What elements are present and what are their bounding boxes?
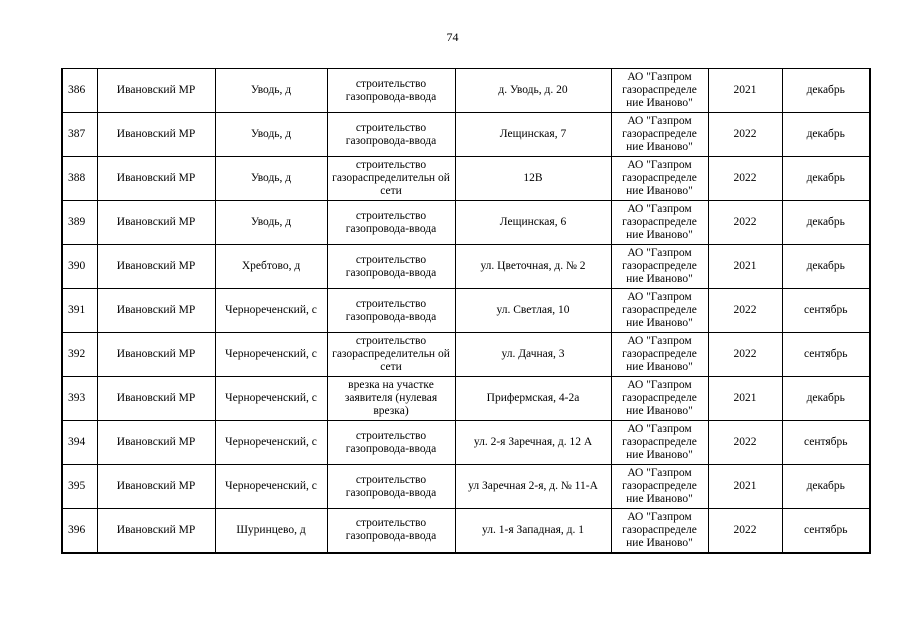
organization-cell: АО "Газпром газораспределе ние Иваново" [611, 289, 708, 333]
table-row [62, 69, 870, 113]
page-number: 74 [446, 30, 459, 44]
work-type-cell: строительство газопровода-ввода [327, 201, 455, 245]
address-cell: Лещинская, 7 [455, 113, 611, 157]
settlement-cell: Шуринцево, д [215, 509, 327, 553]
address-cell: ул. Светлая, 10 [455, 289, 611, 333]
address-cell: ул Заречная 2-я, д. № 11-А [455, 465, 611, 509]
district-cell: Ивановский МР [97, 509, 215, 553]
month-cell: декабрь [782, 465, 870, 509]
settlement-cell: Уводь, д [215, 157, 327, 201]
address-cell: ул. 1-я Западная, д. 1 [455, 509, 611, 553]
work-type-cell: строительство газопровода-ввода [327, 465, 455, 509]
row-number-cell: 392 [62, 333, 97, 377]
organization-cell: АО "Газпром газораспределе ние Иваново" [611, 333, 708, 377]
district-cell: Ивановский МР [97, 333, 215, 377]
organization-cell: АО "Газпром газораспределе ние Иваново" [611, 245, 708, 289]
settlement-cell: Уводь, д [215, 113, 327, 157]
gasification-table [61, 68, 871, 554]
district-cell: Ивановский МР [97, 421, 215, 465]
year-cell: 2021 [708, 377, 782, 421]
month-cell: декабрь [782, 69, 870, 113]
organization-cell: АО "Газпром газораспределе ние Иваново" [611, 465, 708, 509]
organization-cell: АО "Газпром газораспределе ние Иваново" [611, 201, 708, 245]
row-number-cell: 388 [62, 157, 97, 201]
settlement-cell: Чернореченский, с [215, 333, 327, 377]
settlement-cell: Чернореченский, с [215, 465, 327, 509]
table-row [62, 289, 870, 333]
year-cell: 2021 [708, 69, 782, 113]
address-cell: Лещинская, 6 [455, 201, 611, 245]
row-number-cell: 391 [62, 289, 97, 333]
year-cell: 2022 [708, 201, 782, 245]
district-cell: Ивановский МР [97, 377, 215, 421]
year-cell: 2022 [708, 421, 782, 465]
organization-cell: АО "Газпром газораспределе ние Иваново" [611, 509, 708, 553]
month-cell: декабрь [782, 113, 870, 157]
month-cell: сентябрь [782, 509, 870, 553]
organization-cell: АО "Газпром газораспределе ние Иваново" [611, 69, 708, 113]
row-number-cell: 395 [62, 465, 97, 509]
organization-cell: АО "Газпром газораспределе ние Иваново" [611, 421, 708, 465]
month-cell: декабрь [782, 245, 870, 289]
table-row [62, 201, 870, 245]
address-cell: Прифермская, 4-2а [455, 377, 611, 421]
address-cell: ул. Цветочная, д. № 2 [455, 245, 611, 289]
table-row [62, 377, 870, 421]
settlement-cell: Уводь, д [215, 69, 327, 113]
work-type-cell: строительство газопровода-ввода [327, 113, 455, 157]
settlement-cell: Хребтово, д [215, 245, 327, 289]
settlement-cell: Уводь, д [215, 201, 327, 245]
address-cell: ул. 2-я Заречная, д. 12 А [455, 421, 611, 465]
settlement-cell: Чернореченский, с [215, 289, 327, 333]
row-number-cell: 390 [62, 245, 97, 289]
address-cell: д. Уводь, д. 20 [455, 69, 611, 113]
table-row [62, 157, 870, 201]
work-type-cell: строительство газопровода-ввода [327, 289, 455, 333]
year-cell: 2022 [708, 157, 782, 201]
work-type-cell: строительство газопровода-ввода [327, 509, 455, 553]
month-cell: сентябрь [782, 333, 870, 377]
month-cell: сентябрь [782, 421, 870, 465]
month-cell: сентябрь [782, 289, 870, 333]
year-cell: 2022 [708, 289, 782, 333]
row-number-cell: 387 [62, 113, 97, 157]
work-type-cell: строительство газопровода-ввода [327, 69, 455, 113]
organization-cell: АО "Газпром газораспределе ние Иваново" [611, 113, 708, 157]
work-type-cell: строительство газораспределительн ой сети [327, 333, 455, 377]
settlement-cell: Чернореченский, с [215, 377, 327, 421]
district-cell: Ивановский МР [97, 245, 215, 289]
row-number-cell: 386 [62, 69, 97, 113]
month-cell: декабрь [782, 201, 870, 245]
work-type-cell: врезка на участке заявителя (нулевая врезка) [327, 377, 455, 421]
year-cell: 2022 [708, 509, 782, 553]
table-row [62, 465, 870, 509]
district-cell: Ивановский МР [97, 113, 215, 157]
row-number-cell: 393 [62, 377, 97, 421]
district-cell: Ивановский МР [97, 289, 215, 333]
table-row [62, 113, 870, 157]
district-cell: Ивановский МР [97, 465, 215, 509]
month-cell: декабрь [782, 157, 870, 201]
month-cell: декабрь [782, 377, 870, 421]
address-cell: ул. Дачная, 3 [455, 333, 611, 377]
table-row [62, 421, 870, 465]
table-row [62, 245, 870, 289]
table-row [62, 333, 870, 377]
organization-cell: АО "Газпром газораспределе ние Иваново" [611, 157, 708, 201]
district-cell: Ивановский МР [97, 157, 215, 201]
year-cell: 2021 [708, 465, 782, 509]
work-type-cell: строительство газораспределительн ой сети [327, 157, 455, 201]
settlement-cell: Чернореченский, с [215, 421, 327, 465]
work-type-cell: строительство газопровода-ввода [327, 245, 455, 289]
year-cell: 2021 [708, 245, 782, 289]
row-number-cell: 396 [62, 509, 97, 553]
organization-cell: АО "Газпром газораспределе ние Иваново" [611, 377, 708, 421]
year-cell: 2022 [708, 333, 782, 377]
address-cell: 12В [455, 157, 611, 201]
table-row [62, 509, 870, 553]
work-type-cell: строительство газопровода-ввода [327, 421, 455, 465]
year-cell: 2022 [708, 113, 782, 157]
row-number-cell: 394 [62, 421, 97, 465]
district-cell: Ивановский МР [97, 201, 215, 245]
district-cell: Ивановский МР [97, 69, 215, 113]
row-number-cell: 389 [62, 201, 97, 245]
